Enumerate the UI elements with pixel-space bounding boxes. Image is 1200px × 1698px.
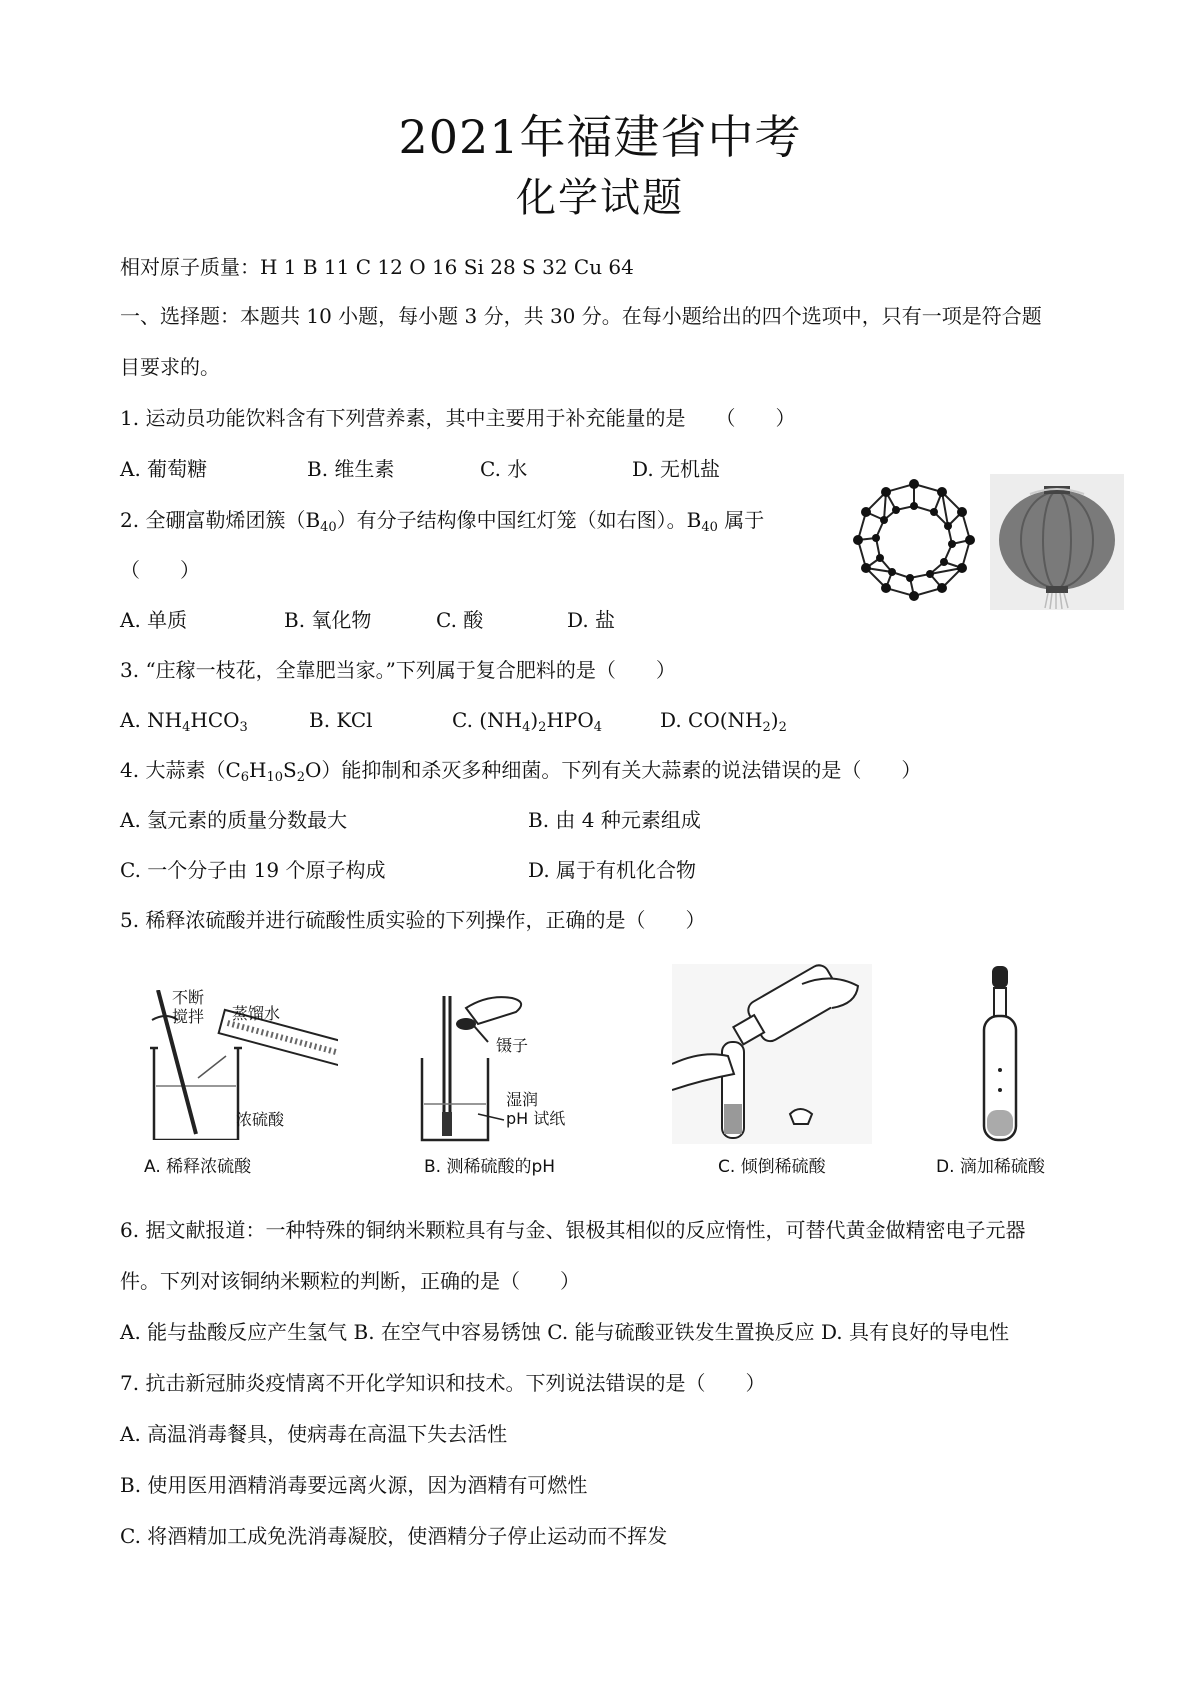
q3-option-a: A. $NH_4HCO_3$ [120, 708, 248, 735]
question-6-options: A. 能与盐酸反应产生氢气 B. 在空气中容易锈蚀 C. 能与硫酸亚铁发生置换反应 D. 具有良好的导电性 [120, 1320, 1009, 1344]
q2-option-c: C. 酸 [436, 608, 484, 632]
caption-fig-d: D. 滴加稀硫酸 [936, 1157, 1045, 1177]
question-3-stem: 3. “庄稼一枝花，全靠肥当家。”下列属于复合肥料的是（ ） [120, 658, 676, 682]
question-5-stem: 5. 稀释浓硫酸并进行硫酸性质实验的下列操作，正确的是（ ） [120, 908, 706, 932]
question-2-stem: 2. 全硼富勒烯团簇$(B_{40})$有分子结构像中国红灯笼（如右图）。$B_{40}$ 属于 [120, 508, 765, 535]
atomic-masses: 相对原子质量：H 1 B 11 C 12 O 16 Si 28 S 32 Cu 64 [120, 255, 634, 279]
label-distilled-water: 蒸馏水 [232, 1004, 281, 1023]
q1-option-b: B. 维生素 [307, 457, 395, 481]
page-title: 2021年福建省中考 [398, 110, 802, 164]
q4-option-c: C. 一个分子由 19 个原子构成 [120, 858, 386, 882]
label-tongs: 镊子 [496, 1036, 529, 1055]
q3-option-d: D. $CO(NH_2)_2$ [660, 708, 787, 735]
red-lantern-figure [990, 474, 1124, 610]
question-6-stem-line2: 件。下列对该铜纳米颗粒的判断，正确的是（ ） [120, 1269, 580, 1293]
q2-option-a: A. 单质 [120, 608, 188, 632]
caption-fig-c: C. 倾倒稀硫酸 [718, 1157, 826, 1177]
q4-option-d: D. 属于有机化合物 [528, 858, 697, 882]
q1-option-d: D. 无机盐 [632, 457, 721, 481]
q4-option-b: B. 由 4 种元素组成 [528, 808, 701, 832]
question-6-stem-line1: 6. 据文献报道：一种特殊的铜纳米颗粒具有与金、银极其相似的反应惰性，可替代黄金做精密电子元器 [120, 1218, 1026, 1242]
q2-option-d: D. 盐 [567, 608, 616, 632]
page-subtitle: 化学试题 [516, 175, 684, 221]
question-1-stem: 1. 运动员功能饮料含有下列营养素，其中主要用于补充能量的是 （ ） [120, 406, 796, 430]
label-wet-ph-paper: 湿润 pH 试纸 [506, 1090, 566, 1128]
q4-option-a: A. 氢元素的质量分数最大 [120, 808, 348, 832]
section-intro-line1: 一、选择题：本题共 10 小题，每小题 3 分，共 30 分。在每小题给出的四个选项中，只有一项是符合题 [120, 304, 1042, 328]
b40-molecule-figure [846, 476, 982, 608]
q7-option-a: A. 高温消毒餐具，使病毒在高温下失去活性 [120, 1422, 508, 1446]
figure-c-pour-acid [672, 964, 872, 1144]
q3-option-c: C. $(NH_4)_2HPO_4$ [452, 708, 603, 735]
q7-option-c: C. 将酒精加工成免洗消毒凝胶，使酒精分子停止运动而不挥发 [120, 1524, 668, 1548]
q2-option-b: B. 氧化物 [284, 608, 372, 632]
question-2-answer-paren: （ ） [120, 558, 200, 582]
caption-fig-a: A. 稀释浓硫酸 [144, 1157, 252, 1177]
section-intro-line2: 目要求的。 [120, 355, 220, 379]
label-conc-sulfuric-acid: 浓硫酸 [236, 1110, 285, 1129]
q1-option-c: C. 水 [480, 457, 528, 481]
question-7-stem: 7. 抗击新冠肺炎疫情离不开化学知识和技术。下列说法错误的是（ ） [120, 1371, 766, 1395]
q1-option-a: A. 葡萄糖 [120, 457, 208, 481]
q3-option-b: B. KCl [309, 708, 373, 732]
figure-d-drop-acid [960, 966, 1040, 1144]
q7-option-b: B. 使用医用酒精消毒要远离火源，因为酒精有可燃性 [120, 1473, 588, 1497]
caption-fig-b: B. 测稀硫酸的pH [424, 1157, 556, 1177]
label-stir: 不断 搅拌 [172, 988, 205, 1026]
question-4-stem: 4. 大蒜素$(C_6H_{10}S_2O)$能抑制和杀灭多种细菌。下列有关大蒜素的说法错误的是（ ） [120, 758, 922, 785]
